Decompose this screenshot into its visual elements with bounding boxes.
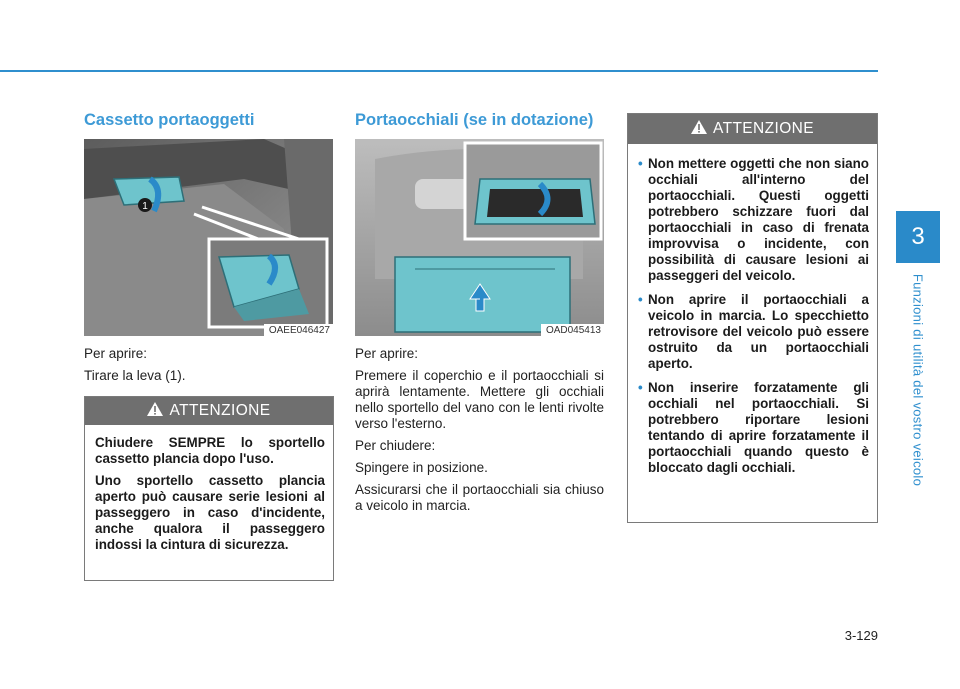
figure-code: OAD045413	[541, 324, 604, 336]
page-number: 3-129	[844, 628, 878, 643]
warning-paragraph: Chiudere SEMPRE lo sportello cassetto plancia dopo l'uso.	[95, 435, 325, 466]
chapter-tab: 3	[896, 211, 940, 263]
warning-title: ATTENZIONE	[712, 120, 815, 137]
paragraph: Spingere in posizione.	[355, 460, 488, 475]
sunglass-title: Portaocchiali (se in dotazione)	[355, 111, 594, 129]
paragraph: Tirare la leva (1).	[84, 368, 186, 383]
glovebox-text	[84, 346, 334, 390]
top-rule	[0, 70, 878, 72]
warning-header	[628, 114, 877, 144]
warning-list	[638, 156, 869, 476]
callout-1	[138, 198, 152, 212]
paragraph: Per aprire:	[84, 346, 148, 361]
glovebox-title: Cassetto portaoggetti	[84, 111, 255, 129]
paragraph: Per chiudere:	[355, 438, 436, 453]
sunglass-figure	[355, 139, 604, 336]
warning-triangle-icon	[691, 120, 707, 139]
warning-title: ATTENZIONE	[169, 402, 271, 419]
glovebox-warning-box	[84, 396, 334, 581]
sunglass-text	[355, 346, 604, 520]
paragraph: Premere il coperchio e il portaocchiali si aprirà lentamente. Mettere gli occhiali nello sportello del vano con le lenti rivolte verso l'esterno.	[355, 368, 604, 431]
warning-paragraph: Uno sportello cassetto plancia aperto può causare serie lesioni al passeggero in caso d'incidente, anche qualora il passeggero indossi la cintura di sicurezza.	[95, 473, 325, 552]
list-item: • Non aprire il portaocchiali a veicolo in marcia. Lo specchietto retrovisore del veicolo può essere ostruito da un portaocchiali aperto.	[638, 292, 869, 371]
warning-triangle-icon	[147, 402, 163, 421]
side-label: Funzioni di utilità del vostro veicolo	[910, 273, 926, 487]
warning-body	[85, 425, 333, 567]
warning-body	[628, 144, 877, 492]
list-item: • Non mettere oggetti che non siano occhiali all'interno del portaocchiali. Questi oggetti potrebbero schizzare fuori dal portaocchiali in caso di frenata improvvisa o incidente, con possibilità di causare lesioni ai passeggeri del veicolo.	[638, 156, 869, 283]
figure-code: OAEE046427	[264, 324, 333, 336]
list-item-text: Non aprire il portaocchiali a veicolo in marcia. Lo specchietto retrovisore del veicolo può essere ostruito da un portaocchiali aperto.	[648, 292, 869, 371]
paragraph: Per aprire:	[355, 346, 419, 361]
list-item: • Non inserire forzatamente gli occhiali nel portaocchiali. Si potrebbero riportare lesioni tentando di aprire forzatamente il portaocchiali quando questo è bloccato dagli occhiali.	[638, 380, 869, 475]
sunglass-warning-box	[627, 113, 878, 523]
glovebox-figure	[84, 139, 333, 336]
warning-header	[85, 397, 333, 425]
list-item-text: Non inserire forzatamente gli occhiali nel portaocchiali. Si potrebbero riportare lesioni tentando di aprire forzatamente il portaocchiali quando questo è bloccato dagli occhiali.	[648, 380, 869, 475]
paragraph: Assicurarsi che il portaocchiali sia chiuso a veicolo in marcia.	[355, 482, 604, 513]
list-item-text: Non mettere oggetti che non siano occhiali all'interno del portaocchiali. Questi oggetti potrebbero schizzare fuori dal portaocchiali in caso di frenata improvvisa o incidente, con possibilità di causare lesioni ai passeggeri del veicolo.	[648, 156, 869, 283]
callout-number: 1	[142, 201, 148, 212]
